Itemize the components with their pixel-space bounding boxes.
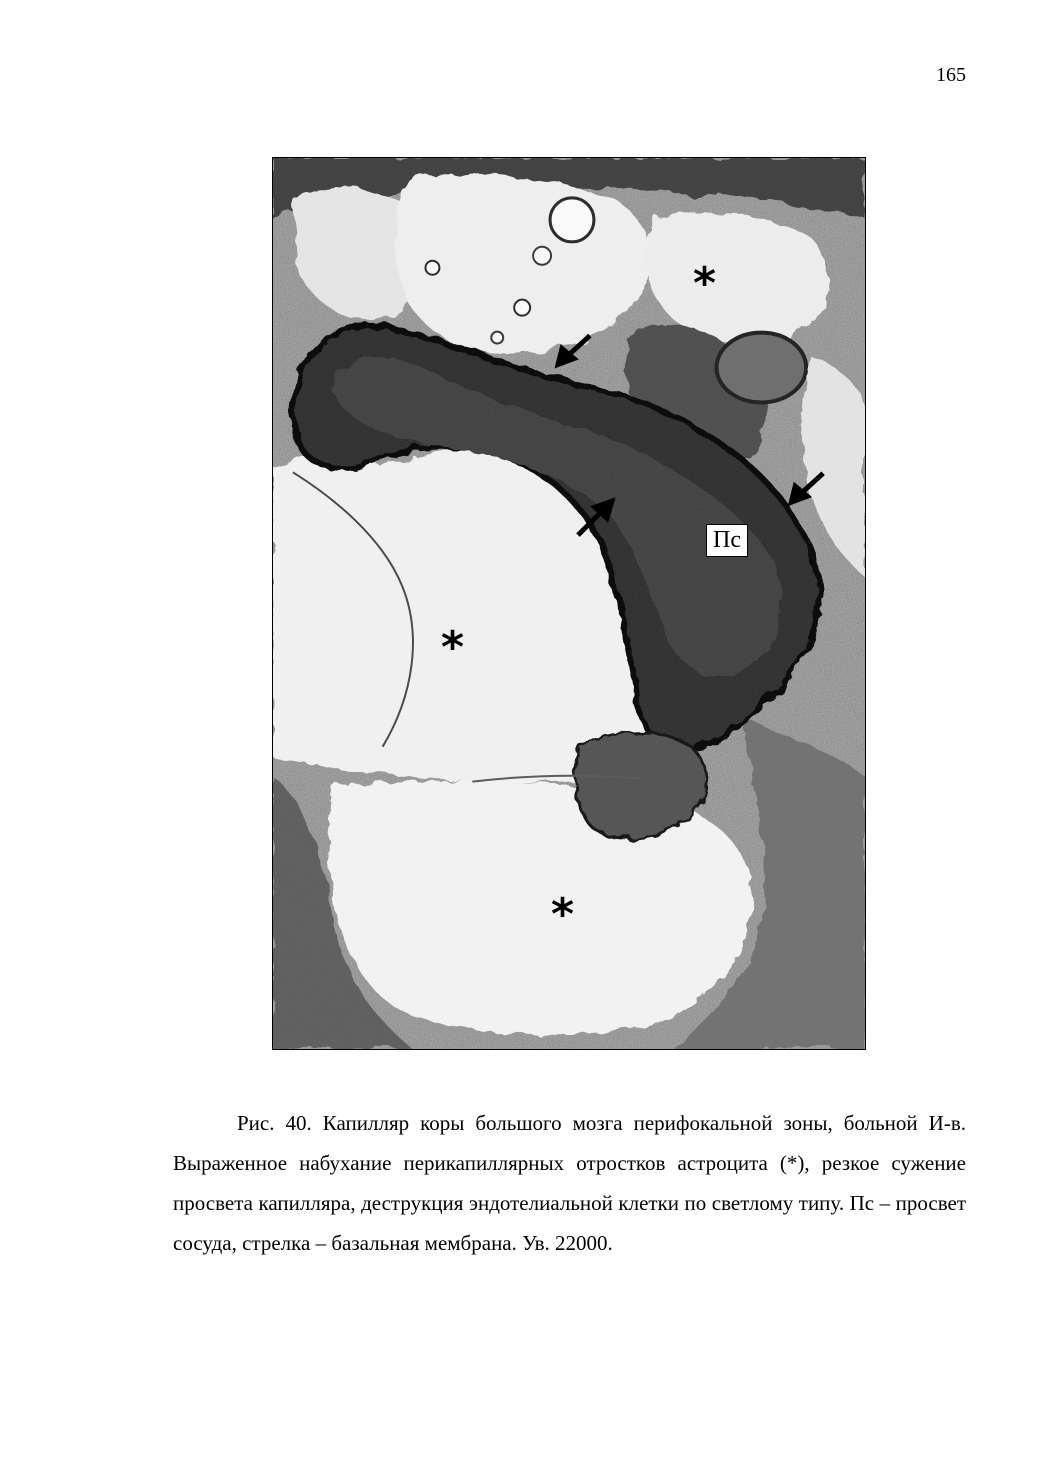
asterisk-marker-center: * [441,622,465,673]
electron-micrograph [272,157,866,1050]
figure-caption: Рис. 40. Капилляр коры большого мозга перифокальной зоны, больной И-в. Выраженное набухание перикапиллярных отростков астроцита (*), резкое сужение просвета капилляра, деструкция эндотелиальной клетки по светлому типу. Пс – просвет сосуда, стрелка – базальная мембрана. Ув. 22000. [173,1111,966,1255]
asterisk-marker-bottom: * [551,889,575,940]
page-number: 165 [936,64,966,86]
vessel-lumen-label: Пс [706,524,748,557]
asterisk-marker-top-right: * [693,258,717,309]
